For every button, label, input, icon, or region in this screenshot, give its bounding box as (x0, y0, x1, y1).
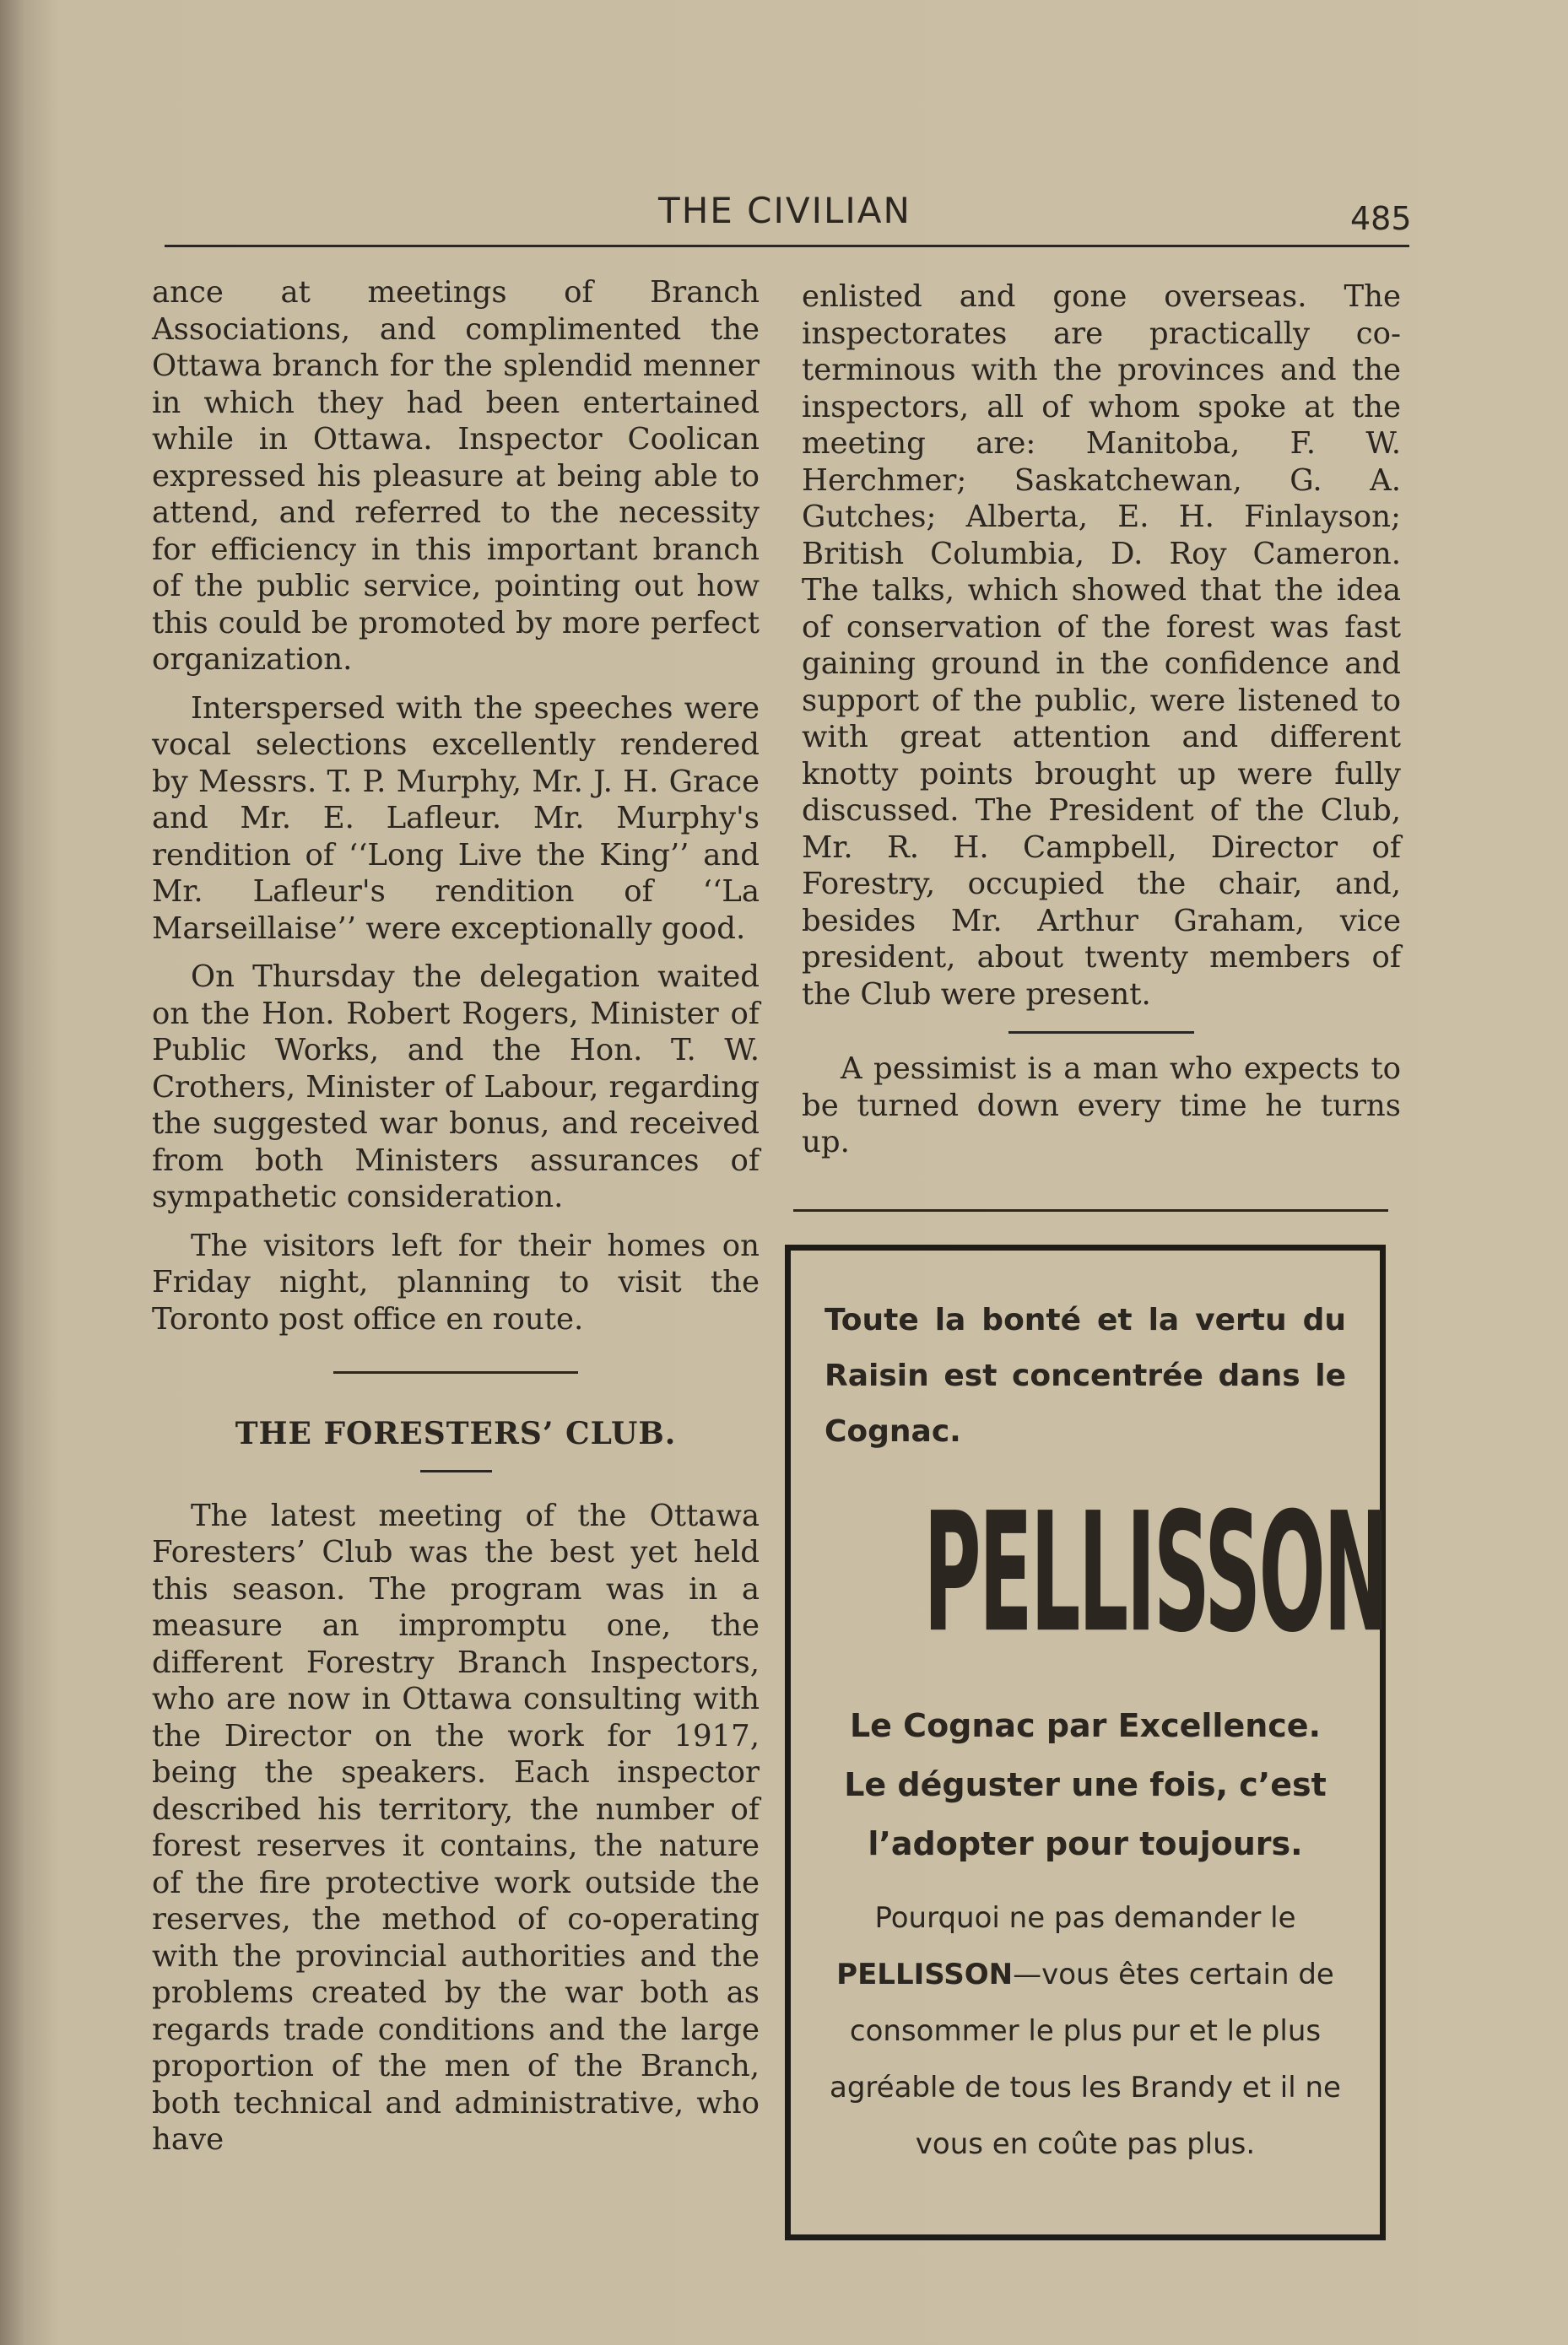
ad-body-start: Pourquoi ne pas demander le (874, 1901, 1296, 1935)
left-column (152, 274, 760, 2170)
paragraph-foresters-club: The latest meeting of the Ottawa Foresters’ Club was the best yet held this season. The program was in a measure an impromptu one, the different Forestry Branch Inspectors, who are now in Ottawa consulting with the Director on the work for 1917, being the speakers. Each inspector described his territory, the number of forest reserves it contains, the nature of the fire protective work outside the reserves, the method of co-operating with the provincial authorities and the problems created by the war both as regards trade conditions and the large proportion of the men of the Branch, both technical and administrative, who have (152, 1498, 760, 2157)
ad-body-rest: —vous êtes certain de consommer le plus pur et le plus agréable de tous les Brandy et il ne vous en coûte pas plus. (830, 1958, 1341, 2161)
heading-underline-rule (420, 1470, 492, 1472)
section-heading: THE FORESTERS’ CLUB. (235, 1416, 677, 1451)
ad-brand-name: PELLISSON (923, 1478, 1387, 1670)
ad-body-text (825, 1890, 1346, 2173)
header-rule (165, 245, 1409, 247)
running-head (0, 190, 1568, 240)
paragraph-foresters-continued: enlisted and gone overseas. The inspectorates are practically co-terminous with the provinces and the inspectors, all of whom spoke at the meeting are: Manitoba, F. W. Herchmer; Saskatchewan, G. A. Gutches; Alberta, E. H. Finlayson; British Columbia, D. Roy Cameron. The talks, which showed that the idea of conservation of the forest was fast gaining ground in the confidence and support of the public, were listened to with great attention and different knotty points brought up were fully discussed. The President of the Club, Mr. R. H. Campbell, Director of Forestry, occupied the chair, and, besides Mr. Arthur Graham, vice president, about twenty members of the Club were present. (802, 279, 1401, 1012)
paragraph-vocal-selections: Interspersed with the speeches were vocal selections excellently rendered by Messrs. T. P. Murphy, Mr. J. H. Grace and Mr. E. Lafleur. Mr. Murphy's rendition of ‘‘Long Live the King’’ and Mr. Lafleur's rendition of ‘‘La Marseillaise’’ were exceptionally good. (152, 690, 760, 946)
paragraph-pessimist-quip: A pessimist is a man who expects to be turned down every time he turns up. (802, 1051, 1401, 1159)
ad-intro-text: Toute la bonté et la vertu du Raisin est concentrée dans le Cognac. (825, 1303, 1346, 1449)
advertisement-top-rule (793, 1209, 1388, 1212)
ad-slogan-1: Le Cognac par Excellence. (849, 1707, 1322, 1744)
paragraph-continued: ance at meetings of Branch Associations, and complimented the Ottawa branch for the splendid menner in which they had been entertained while in Ottawa. Inspector Coolican expressed his pleasure at being able to attend, and referred to the necessity for efficiency in this important branch of the public service, pointing out how this could be promoted by more perfect organization. (152, 275, 760, 677)
page-number: 485 (1350, 200, 1412, 237)
paragraph-visitors: The visitors left for their homes on Friday night, planning to visit the Toronto post office en route. (152, 1228, 760, 1337)
paragraph-delegation: On Thursday the delegation waited on the Hon. Robert Rogers, Minister of Public Works, and the Hon. T. W. Crothers, Minister of Labour, regarding the suggested war bonus, and received from both Ministers assurances of sympathetic consideration. (152, 959, 760, 1214)
filler-separator-rule (1008, 1031, 1194, 1034)
right-column (802, 278, 1401, 1173)
pellisson-advertisement (785, 1245, 1386, 2240)
section-separator-rule (333, 1371, 578, 1374)
journal-title: THE CIVILIAN (658, 190, 911, 231)
ad-body-brand: PELLISSON (836, 1958, 1014, 1991)
ad-slogan-2: Le déguster une fois, c’est l’adopter pour toujours. (844, 1766, 1327, 1862)
